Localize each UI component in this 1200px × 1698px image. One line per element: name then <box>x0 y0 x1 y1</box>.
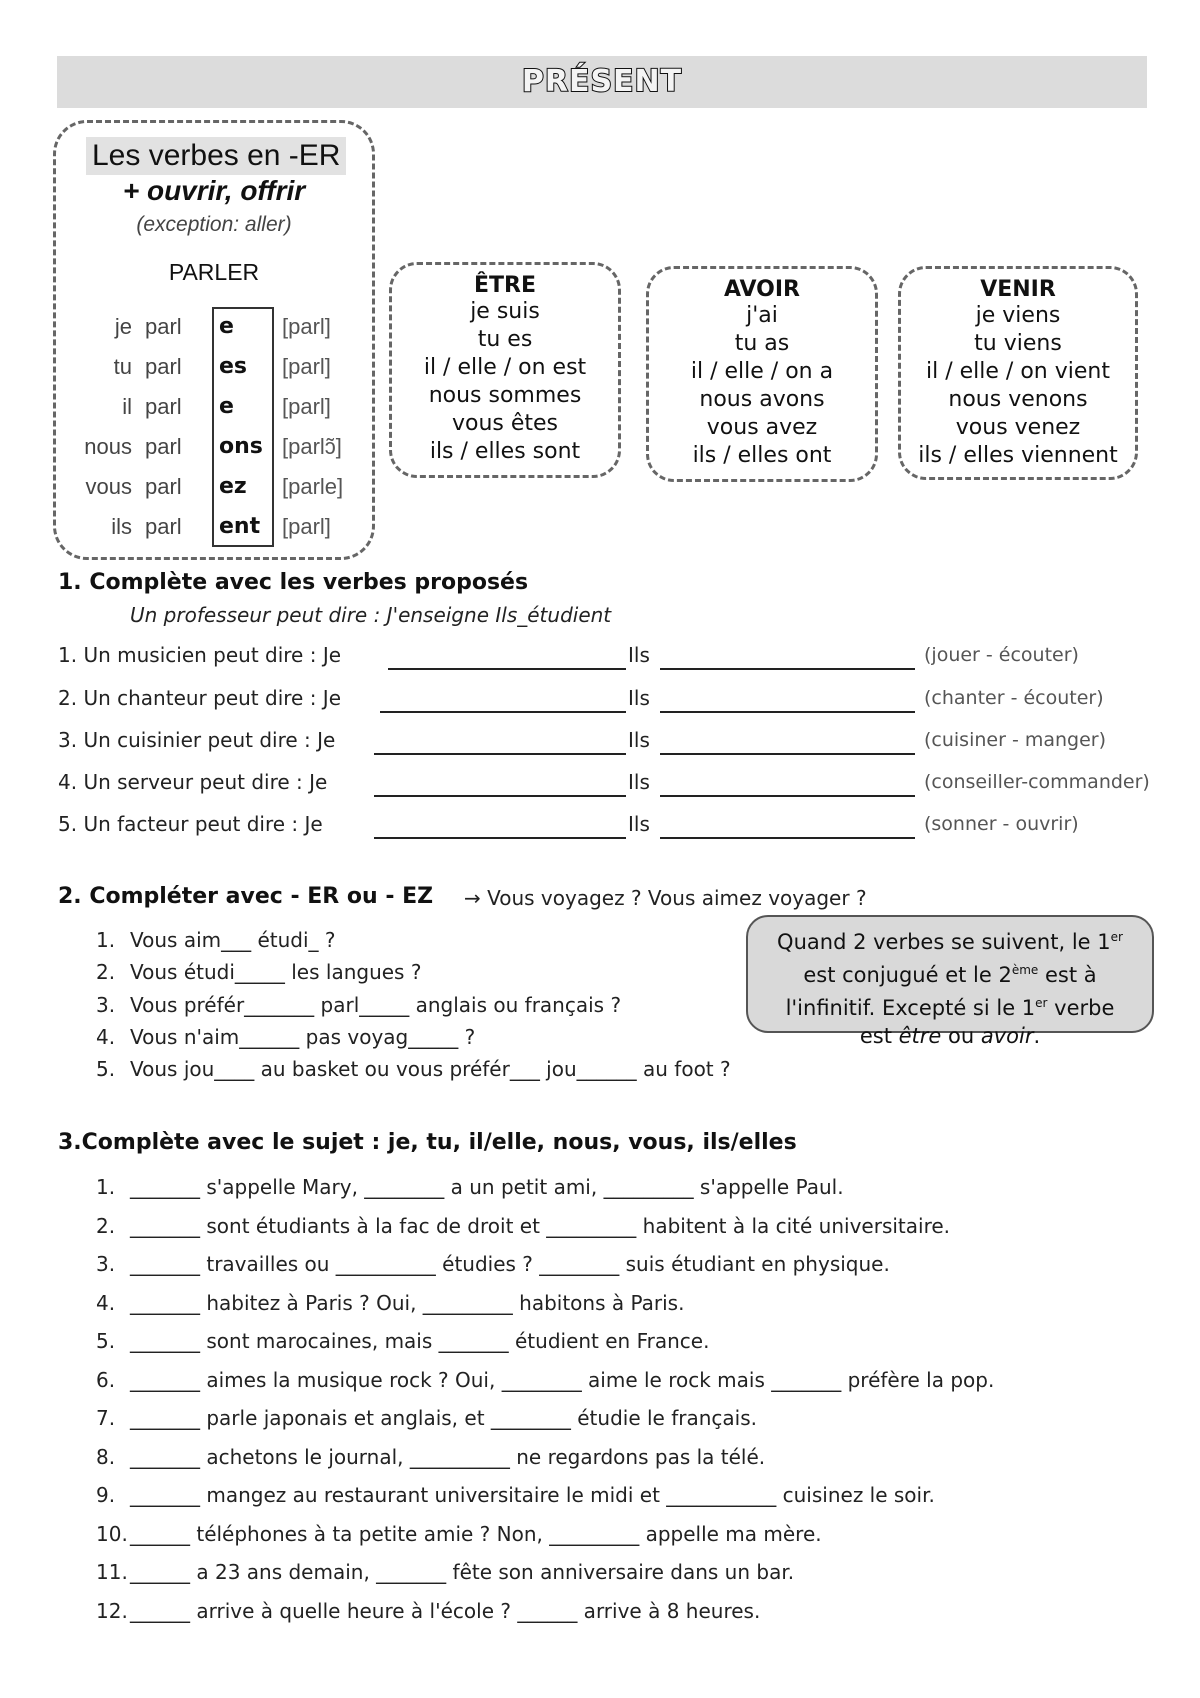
item-number: 2. <box>96 1214 116 1238</box>
etre-line: tu es <box>477 327 533 352</box>
exercise-2-item <box>96 1057 731 1081</box>
phonetic: [parle] <box>282 474 344 499</box>
ils-label: Ils <box>628 686 650 710</box>
answer-blank[interactable] <box>388 650 626 670</box>
stem: parl <box>145 434 182 459</box>
venir-line: il / elle / on vient <box>926 359 1110 384</box>
item-number: 3. <box>58 728 78 752</box>
etre-line: nous sommes <box>428 383 582 408</box>
item-text: _______ s'appelle Mary, ________ a un petit ami, _________ s'appelle Paul. <box>130 1175 844 1199</box>
exercise-3-item <box>96 1483 935 1507</box>
verb-hint: (chanter - écouter) <box>924 687 1104 709</box>
avoir-title: AVOIR <box>723 277 800 302</box>
etre-line: ils / elles sont <box>429 439 581 464</box>
item-text: _______ achetons le journal, __________ ne regardons pas la télé. <box>130 1445 766 1469</box>
avoir-box <box>646 266 878 482</box>
item-number: 4. <box>58 770 78 794</box>
item-number: 2. <box>96 960 116 984</box>
er-box-subtitle: + ouvrir, offrir <box>122 175 306 206</box>
etre-title: ÊTRE <box>473 273 536 298</box>
etre-line: vous êtes <box>451 411 559 436</box>
verb-hint: (conseiller-commander) <box>924 771 1150 793</box>
rule-line <box>748 1022 1152 1050</box>
etre-box <box>389 262 621 478</box>
ending: ez <box>219 474 247 499</box>
exercise-3-heading: 3.Complète avec le sujet : je, tu, il/elle, nous, vous, ils/elles <box>58 1130 797 1155</box>
item-number: 10. <box>96 1522 128 1546</box>
ils-label: Ils <box>628 770 650 794</box>
rule-text: est <box>859 1024 899 1048</box>
item-number: 1. <box>58 643 78 667</box>
answer-blank[interactable] <box>660 777 915 797</box>
er-box-exception: (exception: aller) <box>136 213 292 236</box>
item-number: 1. <box>96 1175 116 1199</box>
answer-blank[interactable] <box>660 650 915 670</box>
phonetic: [parl] <box>282 514 331 539</box>
exercise-3-item <box>96 1291 684 1315</box>
item-number: 2. <box>58 686 78 710</box>
venir-line: vous venez <box>955 415 1081 440</box>
conjugation-row <box>56 468 372 508</box>
exercise-1-item <box>58 812 323 836</box>
rule-sup: er <box>1035 996 1048 1010</box>
avoir-line: il / elle / on a <box>690 359 834 384</box>
item-text: ______ arrive à quelle heure à l'école ? ______ arrive à 8 heures. <box>130 1599 761 1623</box>
ending: e <box>219 394 234 419</box>
pronoun: tu <box>113 354 132 379</box>
item-text: Un serveur peut dire : Je <box>83 770 328 794</box>
exercise-3-item <box>96 1252 890 1276</box>
item-text: Un musicien peut dire : Je <box>83 643 342 667</box>
rule-line <box>748 956 1152 989</box>
rule-text: est conjugué et le 2 <box>803 963 1012 987</box>
item-number: 3. <box>96 993 116 1017</box>
phonetic: [parl] <box>282 394 331 419</box>
rule-sup: er <box>1110 930 1123 944</box>
etre-line: je suis <box>470 299 540 324</box>
pronoun: je <box>114 314 132 339</box>
er-box-title: Les verbes en -ER <box>86 137 346 175</box>
item-number: 9. <box>96 1483 116 1507</box>
conjugation-row <box>56 348 372 388</box>
rule-text: Quand 2 verbes se suivent, le 1 <box>777 930 1111 954</box>
ending: ent <box>219 514 261 539</box>
item-number: 5. <box>96 1329 116 1353</box>
item-number: 12. <box>96 1599 128 1623</box>
item-text: Un facteur peut dire : Je <box>83 812 323 836</box>
stem: parl <box>145 354 182 379</box>
item-number: 4. <box>96 1025 116 1049</box>
stem: parl <box>145 514 182 539</box>
answer-blank[interactable] <box>374 819 626 839</box>
avoir-line: vous avez <box>706 415 818 440</box>
exercise-1-item <box>58 728 335 752</box>
rule-italic: avoir <box>980 1024 1034 1048</box>
answer-blank[interactable] <box>374 735 626 755</box>
ending: e <box>219 314 234 339</box>
item-text: Vous jou____ au basket ou vous préfér___ jou______ au foot ? <box>130 1057 731 1081</box>
item-number: 3. <box>96 1252 116 1276</box>
stem: parl <box>145 314 182 339</box>
exercise-1-item <box>58 770 327 794</box>
parler-title: PARLER <box>168 259 260 285</box>
item-number: 8. <box>96 1445 116 1469</box>
exercise-3-item <box>96 1214 950 1238</box>
item-number: 5. <box>58 812 78 836</box>
phonetic: [parl] <box>282 314 331 339</box>
item-text: Vous aim___ étudi_ ? <box>130 928 336 952</box>
exercise-1-item <box>58 686 341 710</box>
pronoun: nous <box>84 434 132 459</box>
item-text: _______ habitez à Paris ? Oui, _________ habitons à Paris. <box>130 1291 685 1315</box>
rule-note-box <box>746 915 1154 1048</box>
venir-line: nous venons <box>948 387 1088 412</box>
rule-italic: être <box>898 1024 942 1048</box>
exercise-3-item <box>96 1560 794 1584</box>
ils-label: Ils <box>628 812 650 836</box>
exercise-2-example: → Vous voyagez ? Vous aimez voyager ? <box>464 886 867 910</box>
item-text: _______ travailles ou __________ étudies ? ________ suis étudiant en physique. <box>130 1252 890 1276</box>
exercise-3-item <box>96 1329 709 1353</box>
exercise-2-heading: 2. Compléter avec - ER ou - EZ <box>58 884 434 909</box>
item-number: 4. <box>96 1291 116 1315</box>
ils-label: Ils <box>628 728 650 752</box>
avoir-line: ils / elles ont <box>692 443 832 468</box>
stem: parl <box>145 394 182 419</box>
rule-line <box>748 989 1152 1022</box>
conjugation-row <box>56 508 372 548</box>
title-bar <box>57 56 1147 108</box>
answer-blank[interactable] <box>660 693 915 713</box>
exercise-2-item <box>96 960 421 984</box>
conjugation-row <box>56 388 372 428</box>
exercise-3-item <box>96 1368 994 1392</box>
item-text: Un cuisinier peut dire : Je <box>83 728 336 752</box>
rule-text: verbe <box>1047 996 1115 1020</box>
item-text: Vous étudi_____ les langues ? <box>130 960 422 984</box>
ending: es <box>219 354 248 379</box>
exercise-3-item <box>96 1599 760 1623</box>
exercise-3-item <box>96 1175 844 1199</box>
exercise-1-example: Un professeur peut dire : J'enseigne Ils_étudient <box>130 603 612 627</box>
rule-text: l'infinitif. Excepté si le 1 <box>785 996 1036 1020</box>
pronoun: il <box>122 394 132 419</box>
venir-line: je viens <box>975 303 1061 328</box>
item-text: _______ mangez au restaurant universitaire le midi et ___________ cuisinez le soir. <box>130 1483 935 1507</box>
venir-box <box>898 266 1138 480</box>
item-text: _______ sont marocaines, mais _______ étudient en France. <box>130 1329 710 1353</box>
pronoun: vous <box>85 474 132 499</box>
exercise-3-item <box>96 1522 822 1546</box>
rule-text: est à <box>1038 963 1097 987</box>
conjugation-row <box>56 428 372 468</box>
item-number: 11. <box>96 1560 128 1584</box>
rule-text: ou <box>941 1024 981 1048</box>
exercise-1-heading: 1. Complète avec les verbes proposés <box>58 570 529 595</box>
er-verbs-box <box>53 120 375 560</box>
item-number: 5. <box>96 1057 116 1081</box>
venir-title: VENIR <box>980 277 1056 302</box>
item-text: ______ téléphones à ta petite amie ? Non, _________ appelle ma mère. <box>130 1522 822 1546</box>
item-number: 6. <box>96 1368 116 1392</box>
item-text: Un chanteur peut dire : Je <box>83 686 342 710</box>
verb-hint: (sonner - ouvrir) <box>924 813 1079 835</box>
page-title: PRÉSENT <box>521 64 683 99</box>
exercise-2-item <box>96 993 621 1017</box>
item-number: 1. <box>96 928 116 952</box>
rule-text: . <box>1033 1024 1041 1048</box>
item-text: Vous préfér_______ parl_____ anglais ou français ? <box>130 993 622 1017</box>
phonetic: [parlɔ̃] <box>282 434 342 459</box>
item-text: _______ aimes la musique rock ? Oui, ________ aime le rock mais _______ préfère la pop. <box>130 1368 995 1392</box>
exercise-3-item <box>96 1445 765 1469</box>
item-number: 7. <box>96 1406 116 1430</box>
etre-line: il / elle / on est <box>423 355 587 380</box>
exercise-3-item <box>96 1406 757 1430</box>
verb-hint: (jouer - écouter) <box>924 644 1079 666</box>
ending: ons <box>219 434 263 459</box>
verb-hint: (cuisiner - manger) <box>924 729 1107 751</box>
pronoun: ils <box>111 514 132 539</box>
avoir-line: tu as <box>734 331 790 356</box>
exercise-2-item <box>96 928 336 952</box>
item-text: ______ a 23 ans demain, _______ fête son anniversaire dans un bar. <box>130 1560 795 1584</box>
conjugation-row <box>56 308 372 348</box>
ils-label: Ils <box>628 643 650 667</box>
avoir-line: nous avons <box>699 387 825 412</box>
rule-sup: ème <box>1011 963 1039 977</box>
answer-blank[interactable] <box>380 693 626 713</box>
exercise-1-item <box>58 643 341 667</box>
rule-line <box>748 923 1152 956</box>
item-text: _______ sont étudiants à la fac de droit et _________ habitent à la cité universitaire. <box>130 1214 951 1238</box>
stem: parl <box>145 474 182 499</box>
answer-blank[interactable] <box>374 777 626 797</box>
item-text: _______ parle japonais et anglais, et ________ étudie le français. <box>130 1406 757 1430</box>
exercise-2-item <box>96 1025 475 1049</box>
answer-blank[interactable] <box>660 735 915 755</box>
venir-line: ils / elles viennent <box>918 443 1118 468</box>
item-text: Vous n'aim______ pas voyag_____ ? <box>130 1025 476 1049</box>
avoir-line: j'ai <box>746 303 778 328</box>
answer-blank[interactable] <box>660 819 915 839</box>
phonetic: [parl] <box>282 354 331 379</box>
venir-line: tu viens <box>974 331 1062 356</box>
